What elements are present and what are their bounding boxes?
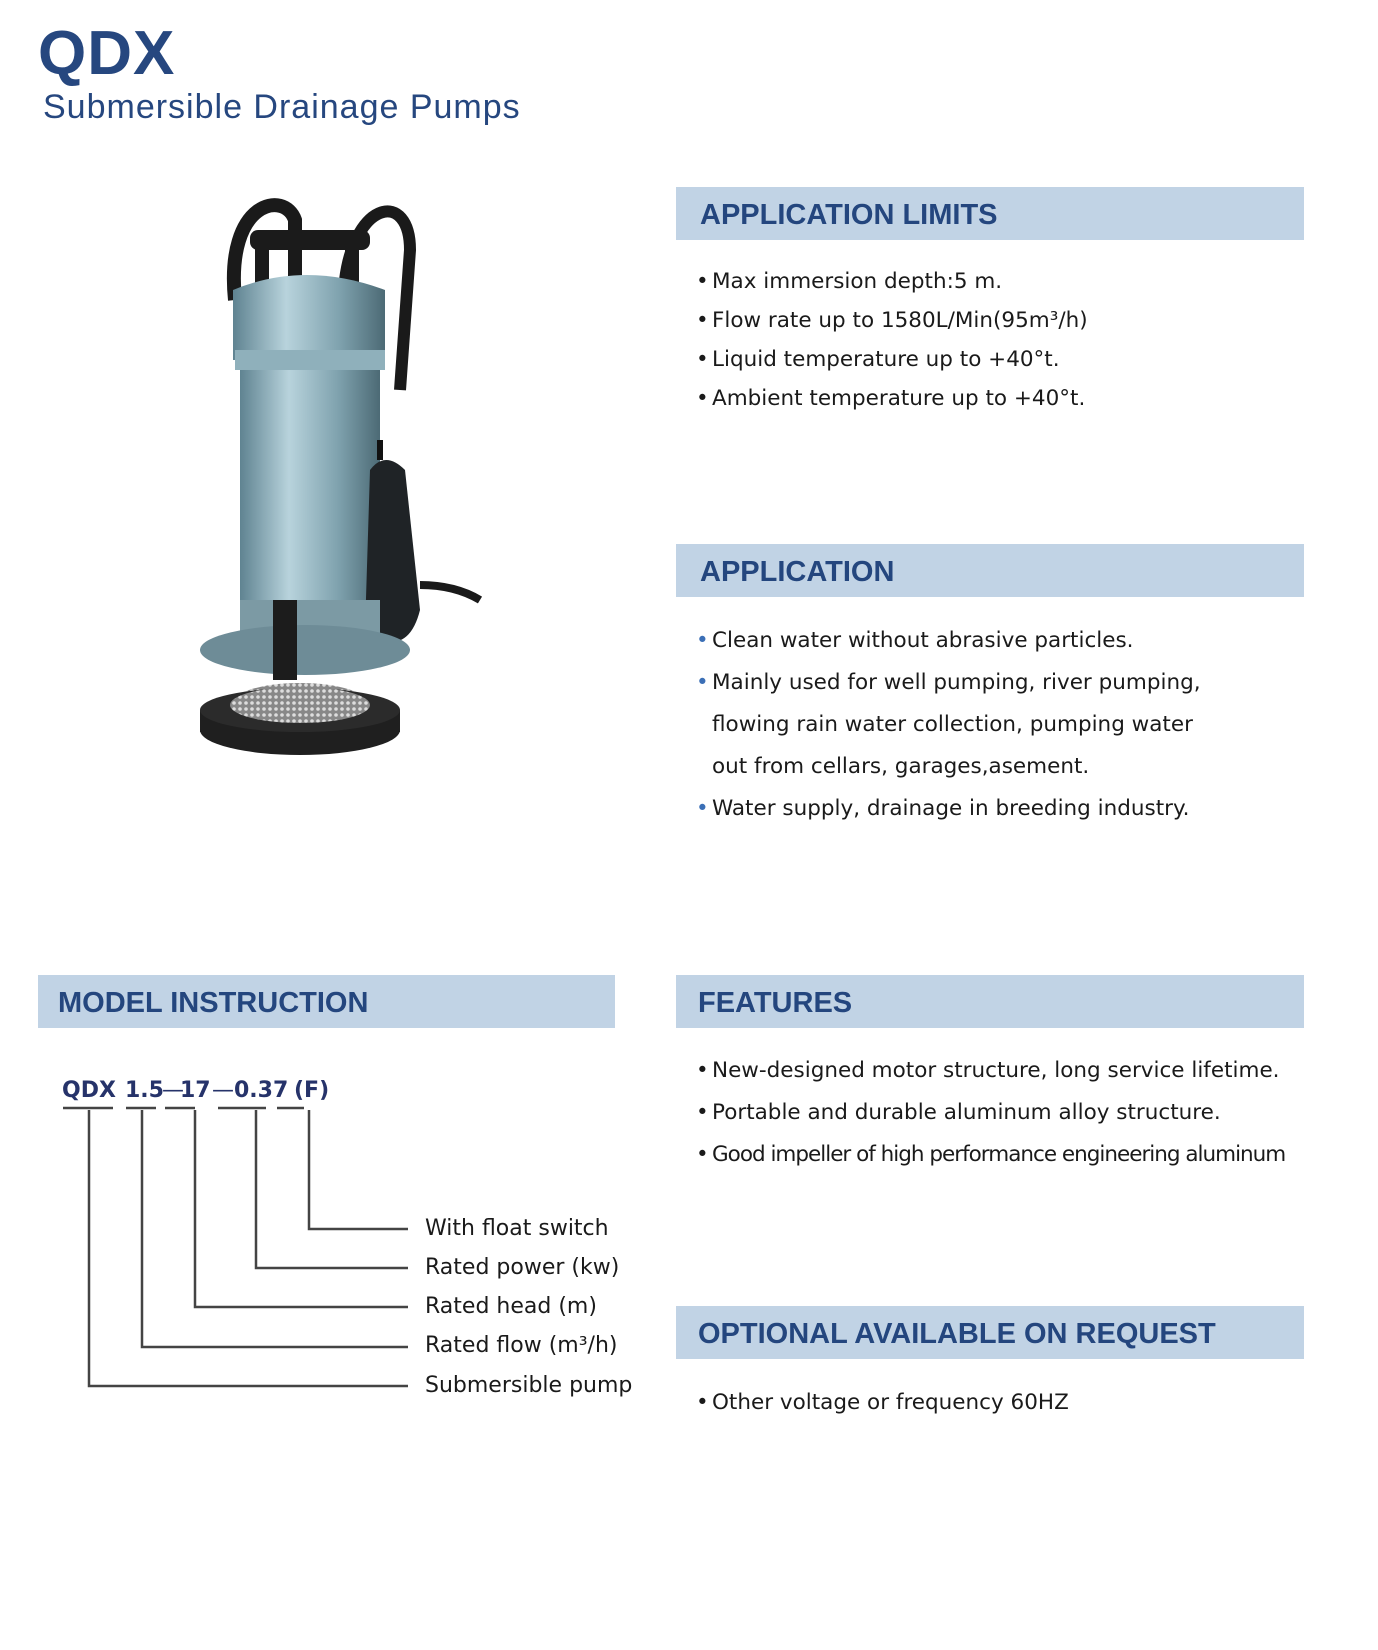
list-item: • Flow rate up to 1580L/Min(95m³/h) [696,301,1088,340]
features-header [676,975,1304,1028]
features-list [696,1050,1285,1176]
list-item: • Ambient temperature up to +40°t. [696,379,1088,418]
section-heading: APPLICATION LIMITS [700,199,998,231]
list-item: out from cellars, garages,asement. [712,754,1090,779]
section-heading: APPLICATION [700,556,895,588]
application-limits-header [676,187,1304,240]
model-code-head: 17 [180,1078,211,1103]
model-code-separator: — [162,1078,184,1103]
pump-image [195,190,515,810]
model-code-separator: — [212,1078,234,1103]
model-instruction-header [38,975,615,1028]
list-item: • Mainly used for well pumping, river pumping, [696,662,1201,704]
optional-header [676,1306,1304,1359]
section-heading: MODEL INSTRUCTION [58,987,369,1019]
label-rated-flow: Rated flow (m³/h) [425,1333,618,1358]
application-header [676,544,1304,597]
list-item: flowing rain water collection, pumping water [712,712,1193,737]
list-item: • Max immersion depth:5 m. [696,262,1088,301]
model-code-series: QDX [62,1078,116,1103]
label-submersible-pump: Submersible pump [425,1373,633,1398]
label-rated-power: Rated power (kw) [425,1255,620,1280]
section-heading: OPTIONAL AVAILABLE ON REQUEST [698,1318,1216,1350]
list-item: • Water supply, drainage in breeding industry. [696,788,1201,830]
list-item: • Liquid temperature up to +40°t. [696,340,1088,379]
product-subtitle: Submersible Drainage Pumps [43,88,521,126]
application-list [696,620,1201,830]
list-item: • New-designed motor structure, long service lifetime. [696,1050,1285,1092]
model-code-power: 0.37 [234,1078,289,1103]
label-float-switch: With float switch [425,1216,609,1241]
section-heading: FEATURES [698,987,853,1019]
label-rated-head: Rated head (m) [425,1294,597,1319]
model-code-float: (F) [294,1078,330,1103]
optional-list [696,1382,1069,1424]
list-item: • Good impeller of high performance engineering aluminum [696,1134,1285,1176]
model-code-flow: 1.5 [125,1078,164,1103]
list-item: • Other voltage or frequency 60HZ [696,1382,1069,1424]
list-item: • Clean water without abrasive particles. [696,620,1201,662]
list-item: • Portable and durable aluminum alloy structure. [696,1092,1285,1134]
product-title: QDX [38,19,176,88]
application-limits-list [696,262,1088,418]
